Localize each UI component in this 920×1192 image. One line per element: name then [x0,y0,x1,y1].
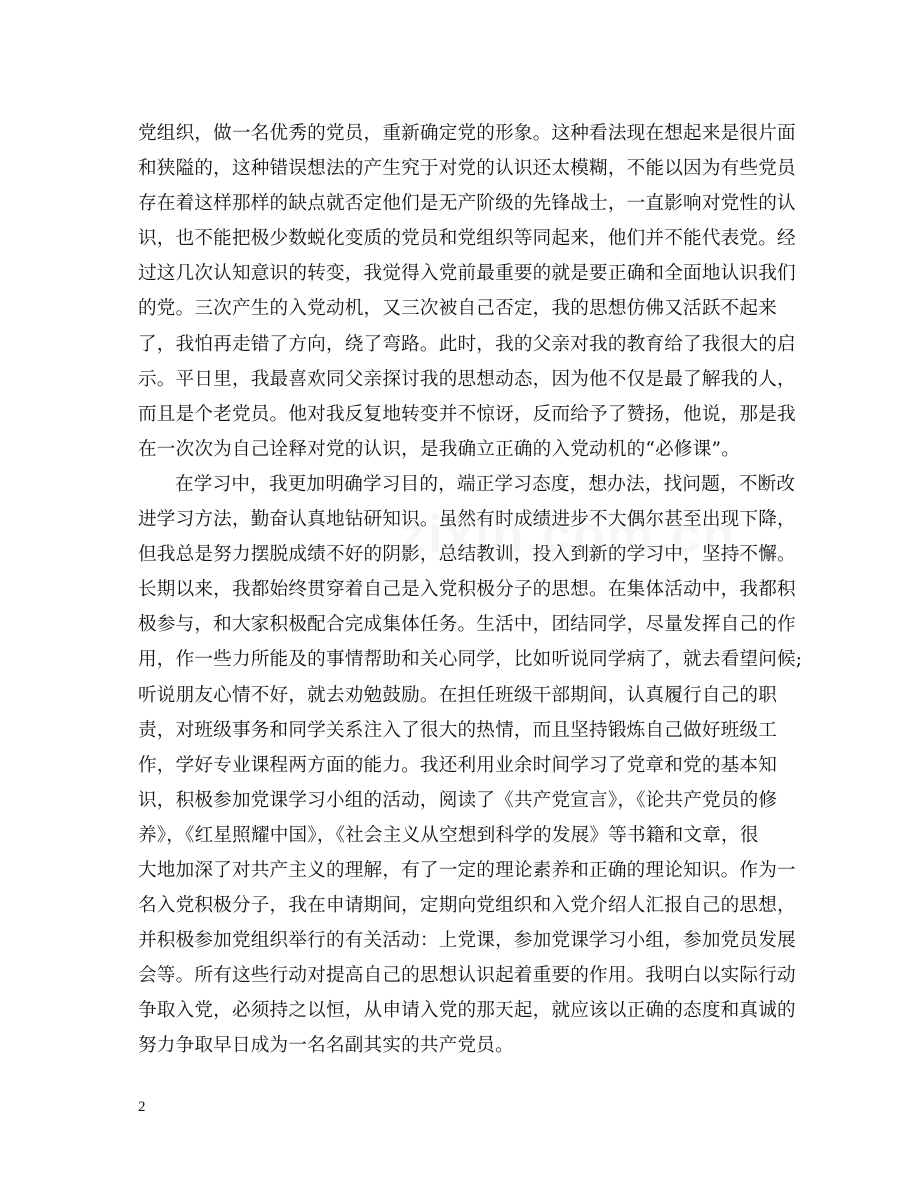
text-line: 极参与，和大家积极配合完成集体任务。生活中，团结同学，尽量发挥自己的作 [138,614,796,636]
text-line: 争取入党，必须持之以恒，从申请入党的那天起，就应该以正确的态度和真诚的 [138,1000,796,1022]
text-line: 大地加深了对共产主义的理解，有了一定的理论素养和正确的理论知识。作为一 [138,859,796,881]
text-line: 养》，《红星照耀中国》，《社会主义从空想到科学的发展》等书籍和文章，很 [138,824,759,846]
text-line: 过这几次认知意识的转变，我觉得入党前最重要的就是要正确和全面地认识我们 [138,263,796,285]
text-line: 存在着这样那样的缺点就否定他们是无产阶级的先锋战士，一直影响对党性的认 [138,193,796,215]
text-line: 在一次次为自己诠释对党的认识，是我确立正确的入党动机的“必修课”。 [138,438,741,460]
text-line: 示。平日里，我最喜欢同父亲探讨我的思想动态，因为他不仅是最了解我的人， [138,368,796,390]
text-line: 进学习方法，勤奋认真地钻研知识。虽然有时成绩进步不大偶尔甚至出现下降， [138,509,796,531]
text-line: 识，也不能把极少数蜕化变质的党员和党组织等同起来，他们并不能代表党。经 [138,228,796,250]
text-line: 党组织，做一名优秀的党员，重新确定党的形象。这种看法现在想起来是很片面 [138,123,796,144]
text-line: 名入党积极分子，我在申请期间，定期向党组织和入党介绍人汇报自己的思想， [138,895,796,917]
text-line: 识，积极参加党课学习小组的活动，阅读了《共产党宣言》，《论共产党员的修 [138,789,778,811]
text-line: 了，我怕再走错了方向，绕了弯路。此时，我的父亲对我的教育给了我很大的启 [138,333,796,355]
text-line: 和狭隘的，这种错误想法的产生究于对党的认识还太模糊，不能以因为有些党员 [138,158,796,180]
text-line: 的党。三次产生的入党动机，又三次被自己否定，我的思想仿佛又活跃不起来 [138,298,777,320]
text-line: 作，学好专业课程两方面的能力。我还利用业余时间学习了党章和党的基本知 [138,754,777,776]
text-line: 但我总是努力摆脱成绩不好的阴影，总结教训，投入到新的学习中，坚持不懈。 [138,544,796,566]
paragraph-first-line: 在学习中，我更加明确学习目的，端正学习态度，想办法，找问题，不断改 [175,473,796,495]
text-line: 责，对班级事务和同学关系注入了很大的热情，而且坚持锻炼自己做好班级工 [138,719,777,741]
text-line: 听说朋友心情不好，就去劝勉鼓励。在担任班级干部期间，认真履行自己的职 [138,684,777,706]
text-line: 并积极参加党组织举行的有关活动：上党课，参加党课学习小组，参加党员发展 [138,930,796,952]
text-line: 长期以来，我都始终贯穿着自己是入党积极分子的思想。在集体活动中，我都积 [138,579,796,601]
page-number: 2 [138,1099,146,1115]
document-body [138,116,803,1064]
text-line: 努力争取早日成为一名名副其实的共产党员。 [138,1035,514,1057]
text-line: 用，作一些力所能及的事情帮助和关心同学，比如听说同学病了，就去看望问候; [138,649,803,671]
text-line: 而且是个老党员。他对我反复地转变并不惊讶，反而给予了赞扬，他说，那是我 [138,403,796,425]
text-line: 会等。所有这些行动对提高自己的思想认识起着重要的作用。我明白以实际行动 [138,965,796,987]
